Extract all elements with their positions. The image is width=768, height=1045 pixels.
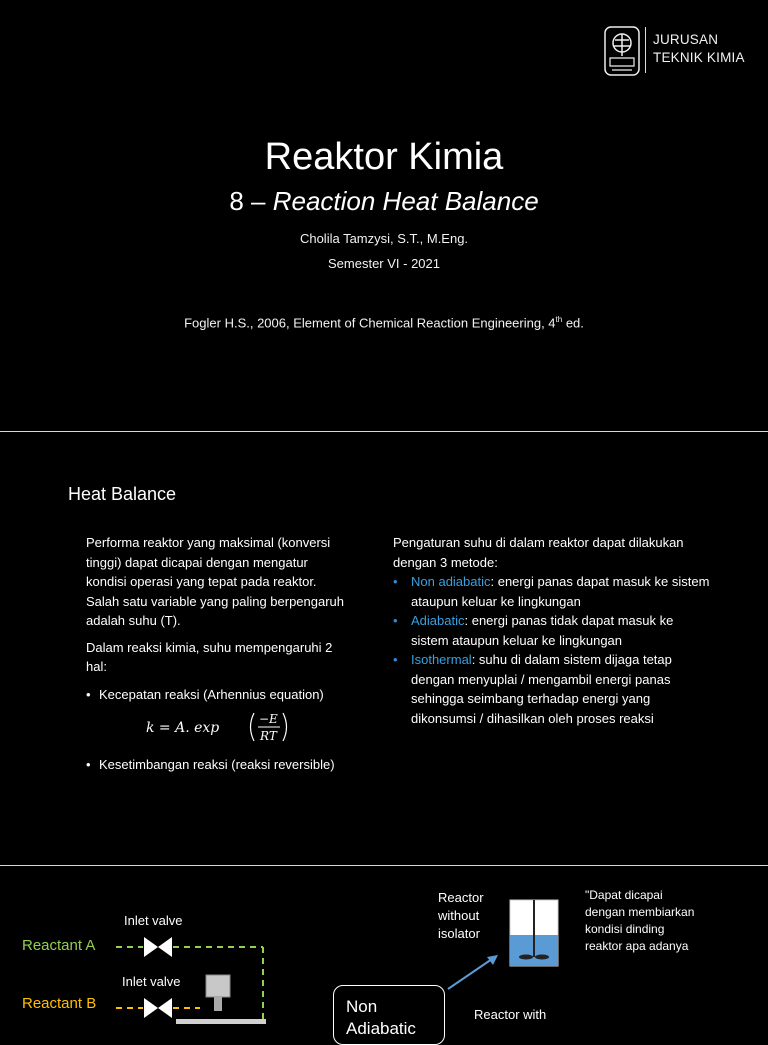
semester: Semester VI - 2021 [328, 256, 440, 271]
reactor-with-label: Reactor with [474, 1007, 547, 1022]
formula-numerator: −E [259, 712, 278, 726]
subtitle-italic: Reaction Heat Balance [272, 186, 539, 216]
reactor-without-isolator-label [438, 889, 484, 943]
formula-graphic [146, 707, 306, 747]
reactor-without-line1: Reactor [438, 890, 484, 905]
reference-sup: th [555, 315, 563, 324]
formula-lhs: k = A. exp [146, 720, 220, 736]
right-column [393, 533, 713, 728]
author: Cholila Tamzysi, S.T., M.Eng. [299, 231, 469, 246]
logo-text-line2: TEKNIK KIMIA [653, 50, 745, 65]
method-name: Adiabatic [411, 613, 465, 628]
reactant-b-label: Reactant B [22, 995, 97, 1012]
reactant-a-label: Reactant A [22, 937, 96, 954]
department-name [653, 31, 745, 67]
method-name: Isothermal [411, 652, 472, 667]
method-desc: : energi panas tidak dapat masuk ke sistem ataupun keluar ke lingkungan [411, 613, 674, 648]
formula-denominator: RT [260, 729, 277, 743]
left-paragraph-2: Dalam reaksi kimia, suhu mempengaruhi 2 hal: [86, 639, 333, 674]
method-adiabatic [393, 611, 713, 650]
right-intro: Pengaturan suhu di dalam reaktor dapat dilakukan dengan 3 metode: [393, 535, 684, 570]
logo-text-line1: JURUSAN [653, 32, 719, 47]
method-isothermal [393, 650, 713, 728]
note-text: "Dapat dicapai dengan membiarkan kondisi dinding reaktor apa adanya [585, 888, 695, 953]
bullet-equilibrium: • Kesetimbangan reaksi (reaksi reversible) [86, 755, 346, 775]
method-name: Non adiabatic [411, 574, 491, 589]
heat-balance-slide [0, 433, 768, 865]
subtitle-number: 8 – [229, 186, 266, 216]
inlet-valve-label-1: Inlet valve [124, 913, 183, 928]
left-paragraph-1: Performa reaktor yang maksimal (konversi tinggi) dapat dicapai dengan mengatur kondisi operasi yang tepat pada reaktor. Salah satu variable yang paling berpengaruh adalah suhu (T). [86, 535, 345, 628]
ugm-logo-icon [604, 26, 640, 76]
nonadia-line2: Adiabatic [346, 1019, 416, 1038]
method-non-adiabatic [393, 572, 713, 611]
reference-end: ed. [562, 315, 584, 331]
reference-main: Fogler H.S., 2006, Element of Chemical Reaction Engineering, 4 [184, 315, 556, 331]
inlet-valve-a-icon [144, 937, 172, 957]
slide-divider [0, 865, 768, 866]
inlet-valve-b-icon [144, 998, 172, 1018]
non-adiabatic-label [346, 996, 416, 1040]
arrhenius-formula [106, 707, 346, 747]
title-slide [0, 0, 768, 431]
reference [0, 315, 768, 330]
method-desc: : energi panas dapat masuk ke sistem ataupun keluar ke lingkungan [411, 574, 710, 609]
slide-divider [0, 431, 768, 432]
slide-subtitle [0, 186, 768, 217]
bullet-arrhenius: • Kecepatan reaksi (Arhennius equation) [86, 685, 346, 705]
reactor-motor-icon [176, 975, 266, 1024]
slide-heading: Heat Balance [68, 484, 177, 504]
inlet-valve-label-2: Inlet valve [122, 974, 181, 989]
nonadia-line1: Non [346, 997, 378, 1016]
reactor-without-line3: isolator [438, 926, 480, 941]
slide-title: Reaktor Kimia [264, 136, 504, 178]
reactor-without-line2: without [438, 908, 480, 923]
reactor-diagram-slide [0, 867, 768, 1038]
logo-separator [645, 27, 646, 73]
reactor-vessel-icon [510, 900, 558, 966]
method-desc: : suhu di dalam sistem dijaga tetap dengan menyuplai / mengambil energi panas sehingga seimbang terhadap energi yang dikonsumsi / dihasilkan oleh proses reaksi [411, 652, 672, 726]
left-column [86, 533, 346, 775]
